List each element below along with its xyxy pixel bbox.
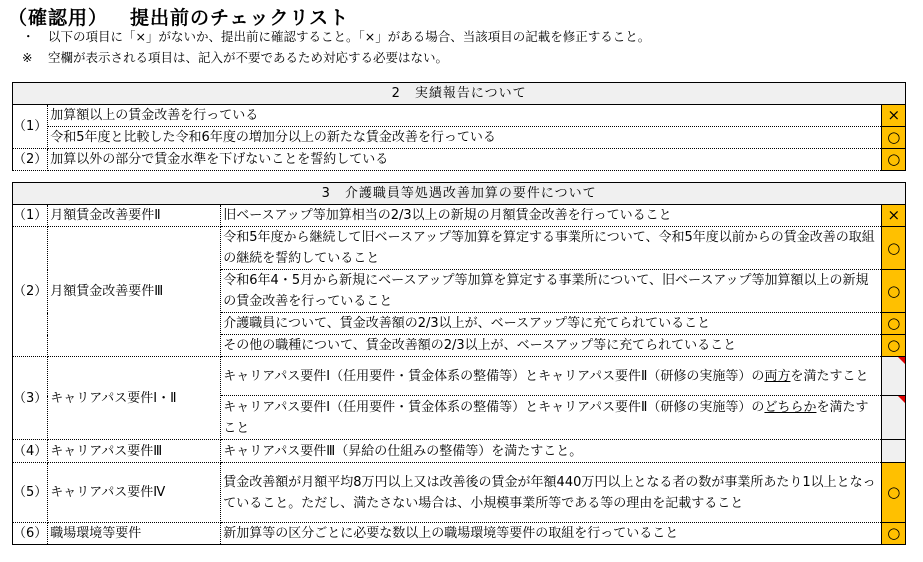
row-text: キャリアパス要件Ⅲ（昇給の仕組みの整備等）を満たすこと。 xyxy=(221,440,882,463)
requirement-label: キャリアパス要件Ⅲ xyxy=(48,440,221,463)
row-text: 賃金改善額が月額平均8万円以上又は改善後の賃金が年額440万円以上となる者の数が事業所あたり1以上となっていること。ただし、満たさない場合は、小規模事業所等である等の理由を記載すること xyxy=(221,463,882,523)
status-cross: × xyxy=(882,205,906,227)
status-circle: ○ xyxy=(882,149,906,171)
note-text: 空欄が表示される項目は、記入が不要であるため対応する必要はない。 xyxy=(48,50,449,65)
status-circle: ○ xyxy=(882,313,906,335)
status-empty xyxy=(882,357,906,396)
instruction-note xyxy=(22,27,650,45)
status-cross: × xyxy=(882,105,906,127)
underlined-keyword: どちらか xyxy=(764,399,817,415)
row-number: （2） xyxy=(13,149,48,171)
requirement-label: 月額賃金改善要件Ⅱ xyxy=(48,205,221,227)
bullet-mark: ・ xyxy=(22,29,35,44)
section-2-table xyxy=(12,82,906,171)
row-text: 新加算等の区分ごとに必要な数以上の職場環境等要件の取組を行っていること xyxy=(221,523,882,545)
note-text: 以下の項目に「×」がないか、提出前に確認すること。「×」がある場合、当該項目の記載を修正すること。 xyxy=(48,29,651,44)
row-text: その他の職種について、賃金改善額の2/3以上が、ベースアップ等に充てられていること xyxy=(221,335,882,357)
section-3-table xyxy=(12,182,906,545)
row-text: 令和5年度と比較した令和6年度の増加分以上の新たな賃金改善を行っている xyxy=(48,127,882,149)
row-text: 令和5年度から継続して旧ベースアップ等加算を算定する事業所について、令和5年度以前からの賃金改善の取組の継続を誓約していること xyxy=(221,227,882,270)
row-number: （2） xyxy=(13,227,48,357)
row-number: （5） xyxy=(13,463,48,523)
comment-marker-icon[interactable] xyxy=(898,357,905,364)
status-circle: ○ xyxy=(882,523,906,545)
status-circle: ○ xyxy=(882,127,906,149)
row-text: 加算以外の部分で賃金水準を下げないことを誓約している xyxy=(48,149,882,171)
table-row xyxy=(13,227,906,270)
table-row xyxy=(13,463,906,523)
row-text: 介護職員について、賃金改善額の2/3以上が、ベースアップ等に充てられていること xyxy=(221,313,882,335)
row-number: （3） xyxy=(13,357,48,440)
title-prefix: （確認用） xyxy=(8,7,109,29)
row-number: （1） xyxy=(13,105,48,149)
table-row xyxy=(13,523,906,545)
row-number: （6） xyxy=(13,523,48,545)
status-circle: ○ xyxy=(882,335,906,357)
status-circle: ○ xyxy=(882,270,906,313)
row-text: キャリアパス要件Ⅰ（任用要件・賃金体系の整備等）とキャリアパス要件Ⅱ（研修の実施等）の両方を満たすこと xyxy=(221,357,882,396)
page-title xyxy=(8,3,349,30)
status-empty xyxy=(882,396,906,440)
underlined-keyword: 両方 xyxy=(764,368,791,384)
table-row xyxy=(13,149,906,171)
row-text: 令和6年4・5月から新規にベースアップ等加算を算定する事業所について、旧ベースアップ等加算額以上の新規の賃金改善を行っていること xyxy=(221,270,882,313)
table-row xyxy=(13,105,906,127)
row-number: （4） xyxy=(13,440,48,463)
requirement-label: キャリアパス要件Ⅳ xyxy=(48,463,221,523)
table-row xyxy=(13,357,906,396)
table-row xyxy=(13,205,906,227)
row-number: （1） xyxy=(13,205,48,227)
requirement-label: 職場環境等要件 xyxy=(48,523,221,545)
status-empty xyxy=(882,440,906,463)
row-text: キャリアパス要件Ⅰ（任用要件・賃金体系の整備等）とキャリアパス要件Ⅱ（研修の実施等）のどちらかを満たすこと xyxy=(221,396,882,440)
asterisk-mark: ※ xyxy=(22,50,33,65)
instruction-note xyxy=(22,48,448,66)
table-row xyxy=(13,440,906,463)
comment-marker-icon[interactable] xyxy=(898,396,905,403)
section-3-heading: 3 介護職員等処遇改善加算の要件について xyxy=(13,183,906,205)
status-circle: ○ xyxy=(882,463,906,523)
row-text: 加算額以上の賃金改善を行っている xyxy=(48,105,882,127)
status-circle: ○ xyxy=(882,227,906,270)
table-row xyxy=(13,127,906,149)
row-text: 旧ベースアップ等加算相当の2/3以上の新規の月額賃金改善を行っていること xyxy=(221,205,882,227)
requirement-label: 月額賃金改善要件Ⅲ xyxy=(48,227,221,357)
title-text: 提出前のチェックリスト xyxy=(130,7,350,29)
requirement-label: キャリアパス要件Ⅰ・Ⅱ xyxy=(48,357,221,440)
section-2-heading: 2 実績報告について xyxy=(13,83,906,105)
